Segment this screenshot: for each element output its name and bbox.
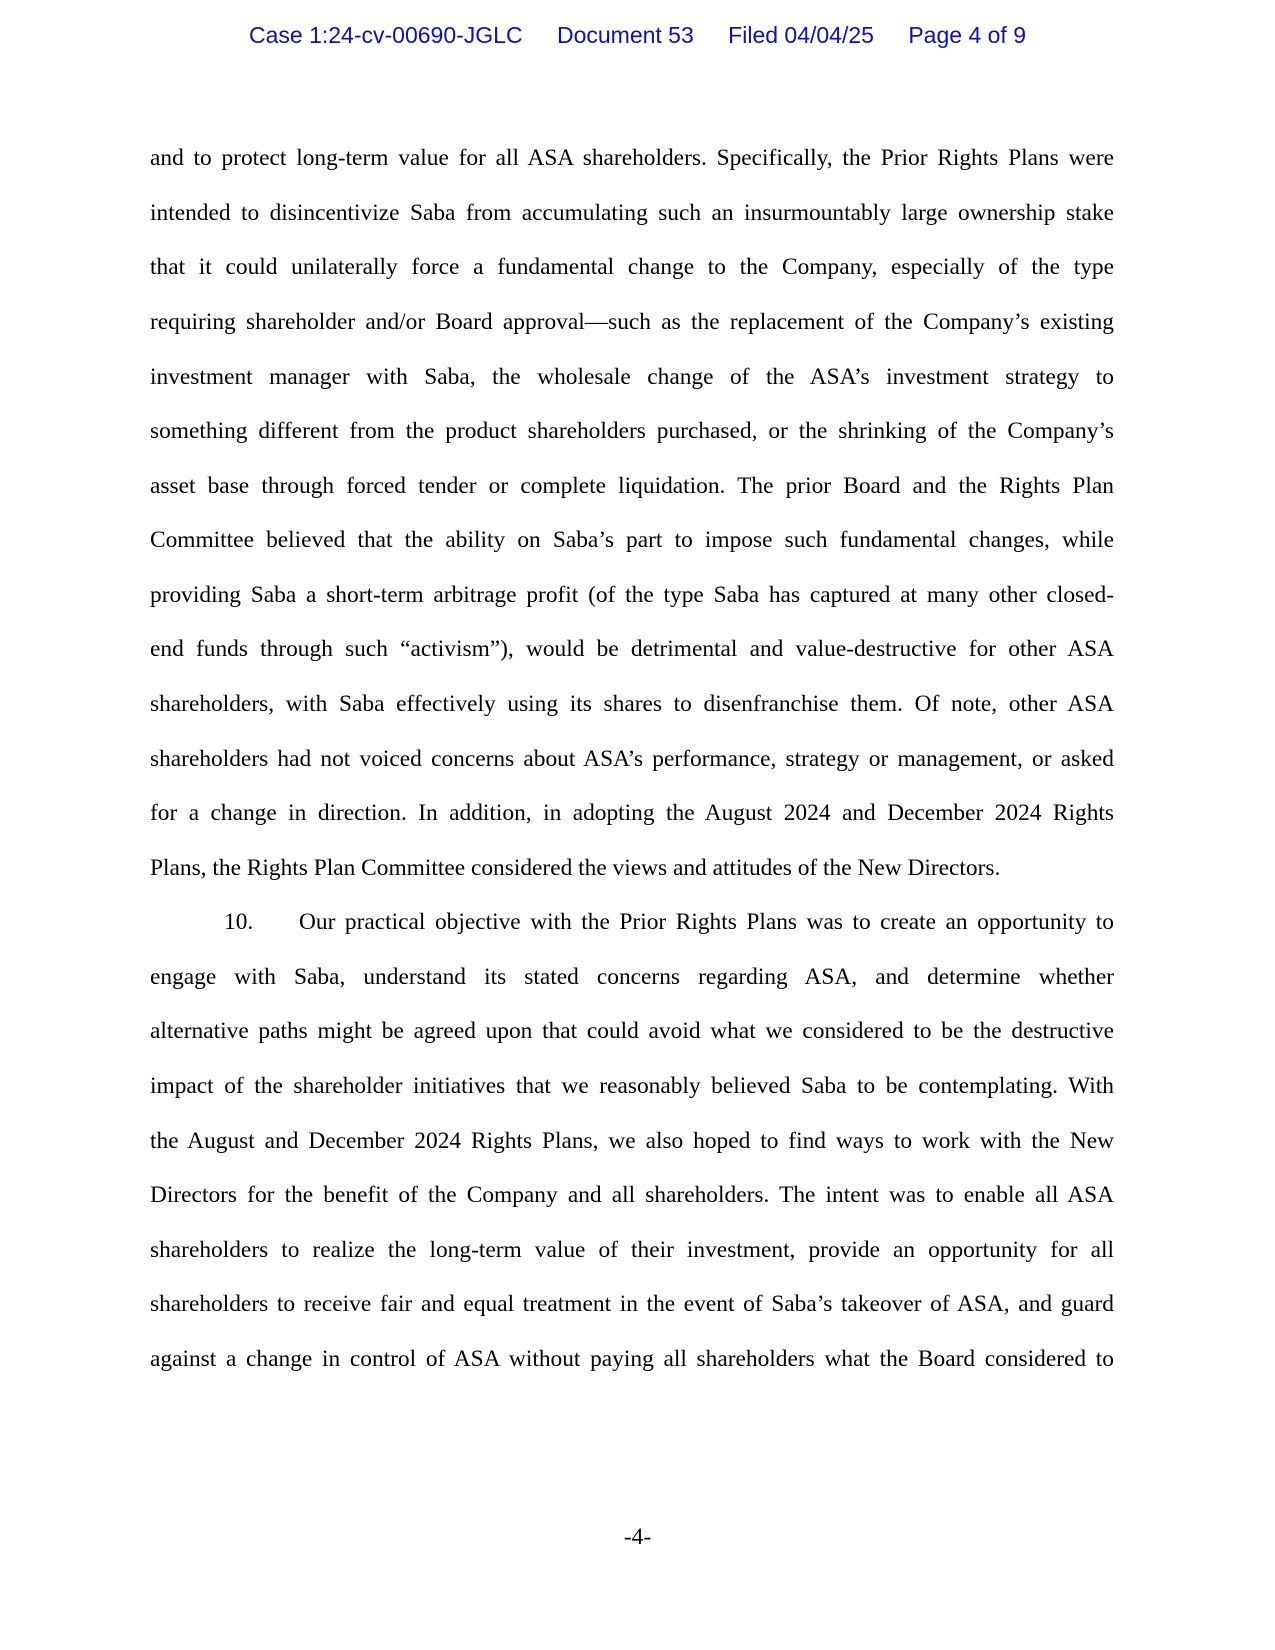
body-line: Plans, the Rights Plan Committee considered the views and attitudes of the New Directors.: [150, 855, 1001, 881]
body-line: impact of the shareholder initiatives that we reasonably believed Saba to be contemplating. With: [150, 1073, 1114, 1099]
paragraph-number: 10.: [224, 909, 254, 935]
paragraph-text: Our practical objective with the Prior Rights Plans was to create an opportunity to: [299, 909, 1114, 935]
paragraph-10-first-line: [224, 907, 1114, 937]
body-line: investment manager with Saba, the wholesale change of the ASA’s investment strategy to: [150, 364, 1114, 390]
body-line: intended to disincentivize Saba from accumulating such an insurmountably large ownership stake: [150, 200, 1114, 226]
body-line: end funds through such “activism”), would be detrimental and value-destructive for other ASA: [150, 636, 1114, 662]
body-line: Committee believed that the ability on Saba’s part to impose such fundamental changes, while: [150, 527, 1114, 553]
body-line: Directors for the benefit of the Company and all shareholders. The intent was to enable all ASA: [150, 1182, 1114, 1208]
body-line: shareholders to realize the long-term value of their investment, provide an opportunity for all: [150, 1237, 1114, 1263]
body-line: providing Saba a short-term arbitrage profit (of the type Saba has captured at many other closed-: [150, 582, 1114, 608]
body-line: asset base through forced tender or complete liquidation. The prior Board and the Rights Plan: [150, 473, 1114, 499]
page-indicator: Page 4 of 9: [908, 22, 1026, 48]
body-line: shareholders to receive fair and equal treatment in the event of Saba’s takeover of ASA, and guard: [150, 1291, 1114, 1317]
ecf-header: [0, 22, 1275, 49]
body-line: requiring shareholder and/or Board approval—such as the replacement of the Company’s existing: [150, 309, 1114, 335]
body-line: for a change in direction. In addition, in adopting the August 2024 and December 2024 Rights: [150, 800, 1114, 826]
body-line: shareholders, with Saba effectively using its shares to disenfranchise them. Of note, other ASA: [150, 691, 1114, 717]
body-line: the August and December 2024 Rights Plans, we also hoped to find ways to work with the New: [150, 1128, 1114, 1154]
body-line: against a change in control of ASA without paying all shareholders what the Board considered to: [150, 1346, 1114, 1372]
body-line: engage with Saba, understand its stated concerns regarding ASA, and determine whether: [150, 964, 1114, 990]
case-number: Case 1:24-cv-00690-JGLC: [249, 22, 523, 48]
body-line: shareholders had not voiced concerns about ASA’s performance, strategy or management, or asked: [150, 746, 1114, 772]
body-line: alternative paths might be agreed upon that could avoid what we considered to be the destructive: [150, 1018, 1114, 1044]
page-number-footer: -4-: [623, 1524, 652, 1550]
body-line: and to protect long-term value for all ASA shareholders. Specifically, the Prior Rights Plans were: [150, 145, 1114, 171]
document-number: Document 53: [556, 22, 694, 48]
body-line: something different from the product shareholders purchased, or the shrinking of the Company’s: [150, 418, 1114, 444]
body-line: that it could unilaterally force a fundamental change to the Company, especially of the type: [150, 254, 1114, 280]
filed-date: Filed 04/04/25: [728, 22, 874, 48]
